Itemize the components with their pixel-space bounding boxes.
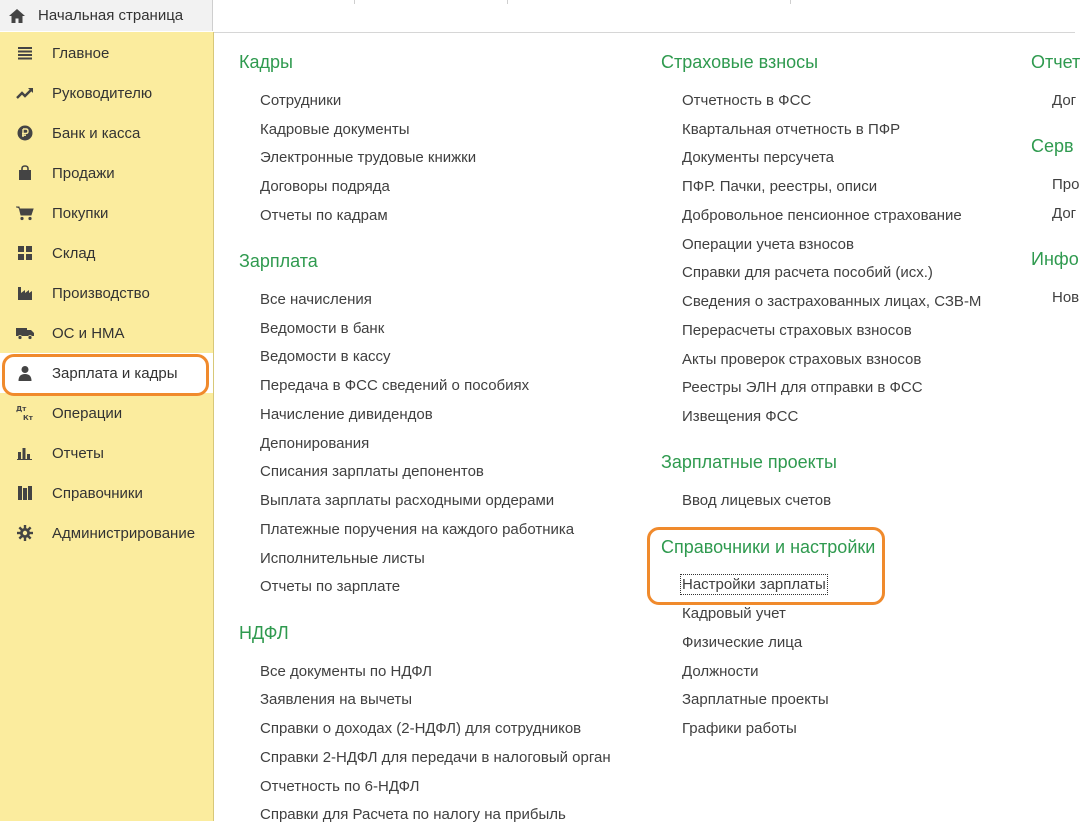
section-title-kadry: Кадры	[239, 52, 293, 72]
link-voluntary-pension[interactable]: Добровольное пенсионное страхование	[682, 207, 962, 224]
sidebar-item-manager[interactable]	[0, 73, 213, 113]
link-report-item[interactable]: Дог	[1052, 92, 1077, 109]
sidebar-item-bank[interactable]	[0, 113, 213, 153]
link-all-accruals[interactable]: Все начисления	[260, 291, 372, 308]
link-individuals[interactable]: Физические лица	[682, 634, 803, 651]
link-fss-benefits[interactable]: Передача в ФСС сведений о пособиях	[260, 377, 530, 394]
link-fss-reporting[interactable]: Отчетность в ФСС	[682, 92, 812, 109]
link-hr-documents[interactable]: Кадровые документы	[260, 121, 410, 138]
tab-separator	[507, 0, 508, 4]
home-tab[interactable]	[0, 0, 213, 31]
link-salary-settings[interactable]: Настройки зарплаты	[682, 576, 826, 593]
link-personal-accounting-docs[interactable]: Документы персучета	[682, 149, 834, 166]
sidebar-item-main[interactable]	[0, 33, 213, 73]
sidebar-item-label: Справочники	[52, 484, 143, 502]
link-payment-orders[interactable]: Платежные поручения на каждого работника	[260, 521, 575, 538]
sidebar-item-production[interactable]	[0, 273, 213, 313]
link-szv-m[interactable]: Сведения о застрахованных лицах, СЗВ-М	[682, 293, 982, 310]
section-title-insurance: Страховые взносы	[661, 52, 819, 72]
sidebar-item-label: Администрирование	[52, 524, 196, 542]
section-title-salary-projects: Зарплатные проекты	[661, 452, 837, 472]
cart-icon	[16, 204, 34, 222]
section-content	[215, 32, 1080, 823]
home-icon	[8, 7, 26, 25]
link-electronic-workbooks[interactable]: Электронные трудовые книжки	[260, 149, 477, 166]
link-deposit-writeoffs[interactable]: Списания зарплаты депонентов	[260, 463, 484, 480]
sidebar-item-references[interactable]	[0, 473, 213, 513]
link-deposits[interactable]: Депонирования	[260, 435, 370, 452]
link-pfr-packs[interactable]: ПФР. Пачки, реестры, описи	[682, 178, 878, 195]
link-writs[interactable]: Исполнительные листы	[260, 550, 425, 567]
link-benefit-certificates[interactable]: Справки для расчета пособий (исх.)	[682, 264, 933, 281]
gear-icon	[16, 524, 34, 542]
link-info-item[interactable]: Нов	[1052, 289, 1080, 306]
truck-icon	[16, 324, 34, 342]
sidebar-item-label: Операции	[52, 404, 123, 422]
link-2ndfl-employees[interactable]: Справки о доходах (2-НДФЛ) для сотрудников	[260, 720, 582, 737]
link-bank-statements[interactable]: Ведомости в банк	[260, 320, 385, 337]
bar-chart-icon	[16, 444, 34, 462]
sidebar-item-label: Отчеты	[52, 444, 104, 462]
top-tab-bar	[0, 0, 1075, 33]
link-hr-accounting[interactable]: Кадровый учет	[682, 605, 786, 622]
sidebar-item-admin[interactable]	[0, 513, 213, 553]
person-icon	[16, 364, 34, 382]
debit-credit-icon	[16, 404, 34, 422]
sidebar-item-sales[interactable]	[0, 153, 213, 193]
trend-up-icon	[16, 84, 34, 102]
sidebar-item-label: Склад	[52, 244, 96, 262]
sidebar-item-assets[interactable]	[0, 313, 213, 353]
factory-icon	[16, 284, 34, 302]
link-deduction-applications[interactable]: Заявления на вычеты	[260, 691, 413, 708]
link-dividends[interactable]: Начисление дивидендов	[260, 406, 433, 423]
sidebar-item-purchases[interactable]	[0, 193, 213, 233]
credit-label: Кт	[23, 414, 33, 422]
section-title-service: Серв	[1031, 136, 1074, 156]
link-employees[interactable]: Сотрудники	[260, 92, 342, 109]
link-contribution-operations[interactable]: Операции учета взносов	[682, 236, 854, 253]
sidebar-item-operations[interactable]	[0, 393, 213, 433]
link-cash-statements[interactable]: Ведомости в кассу	[260, 348, 391, 365]
link-profit-tax-certificates[interactable]: Справки для Расчета по налогу на прибыль	[260, 806, 566, 823]
sidebar-item-reports[interactable]	[0, 433, 213, 473]
section-title-ndfl: НДФЛ	[239, 623, 289, 643]
link-positions[interactable]: Должности	[682, 663, 759, 680]
link-hr-reports[interactable]: Отчеты по кадрам	[260, 207, 388, 224]
link-6ndfl-reporting[interactable]: Отчетность по 6-НДФЛ	[260, 778, 420, 795]
sidebar-item-label: Главное	[52, 44, 110, 62]
debit-label: Дт	[16, 405, 27, 413]
books-icon	[16, 484, 34, 502]
tab-separator	[354, 0, 355, 4]
link-salary-reports[interactable]: Отчеты по зарплате	[260, 578, 401, 595]
link-ndfl-documents[interactable]: Все документы по НДФЛ	[260, 663, 432, 680]
sidebar-item-label: Производство	[52, 284, 150, 302]
link-work-schedules[interactable]: Графики работы	[682, 720, 797, 737]
home-tab-label: Начальная страница	[38, 7, 184, 24]
link-service-item[interactable]: Про	[1052, 176, 1080, 193]
shopping-bag-icon	[16, 164, 34, 182]
section-title-settings: Справочники и настройки	[661, 537, 876, 557]
sidebar-item-label: ОС и НМА	[52, 324, 125, 342]
link-service-item[interactable]: Дог	[1052, 205, 1077, 222]
section-title-reports: Отчет	[1031, 52, 1080, 72]
link-personal-accounts[interactable]: Ввод лицевых счетов	[682, 492, 832, 509]
sections-sidebar	[0, 32, 214, 821]
link-contracts[interactable]: Договоры подряда	[260, 178, 390, 195]
link-salary-projects[interactable]: Зарплатные проекты	[682, 691, 829, 708]
sidebar-item-label: Банк и касса	[52, 124, 141, 142]
sidebar-item-label: Продажи	[52, 164, 115, 182]
link-recalculations[interactable]: Перерасчеты страховых взносов	[682, 322, 912, 339]
link-eln-registers[interactable]: Реестры ЭЛН для отправки в ФСС	[682, 379, 923, 396]
sidebar-item-label: Покупки	[52, 204, 109, 222]
link-cash-order-payouts[interactable]: Выплата зарплаты расходными ордерами	[260, 492, 555, 509]
warehouse-icon	[16, 244, 34, 262]
sidebar-item-label: Зарплата и кадры	[52, 364, 178, 382]
link-pfr-quarterly[interactable]: Квартальная отчетность в ПФР	[682, 121, 901, 138]
link-inspection-acts[interactable]: Акты проверок страховых взносов	[682, 351, 922, 368]
sidebar-item-salary-hr[interactable]	[0, 353, 213, 393]
section-title-zarplata: Зарплата	[239, 251, 318, 271]
ruble-coin-icon	[16, 124, 34, 142]
section-title-info: Инфо	[1031, 249, 1079, 269]
sidebar-item-label: Руководителю	[52, 84, 153, 102]
link-fss-notices[interactable]: Извещения ФСС	[682, 408, 799, 425]
link-2ndfl-tax-office[interactable]: Справки 2-НДФЛ для передачи в налоговый орган	[260, 749, 611, 766]
sidebar-item-warehouse[interactable]	[0, 233, 213, 273]
list-icon	[16, 44, 34, 62]
tab-separator	[790, 0, 791, 4]
